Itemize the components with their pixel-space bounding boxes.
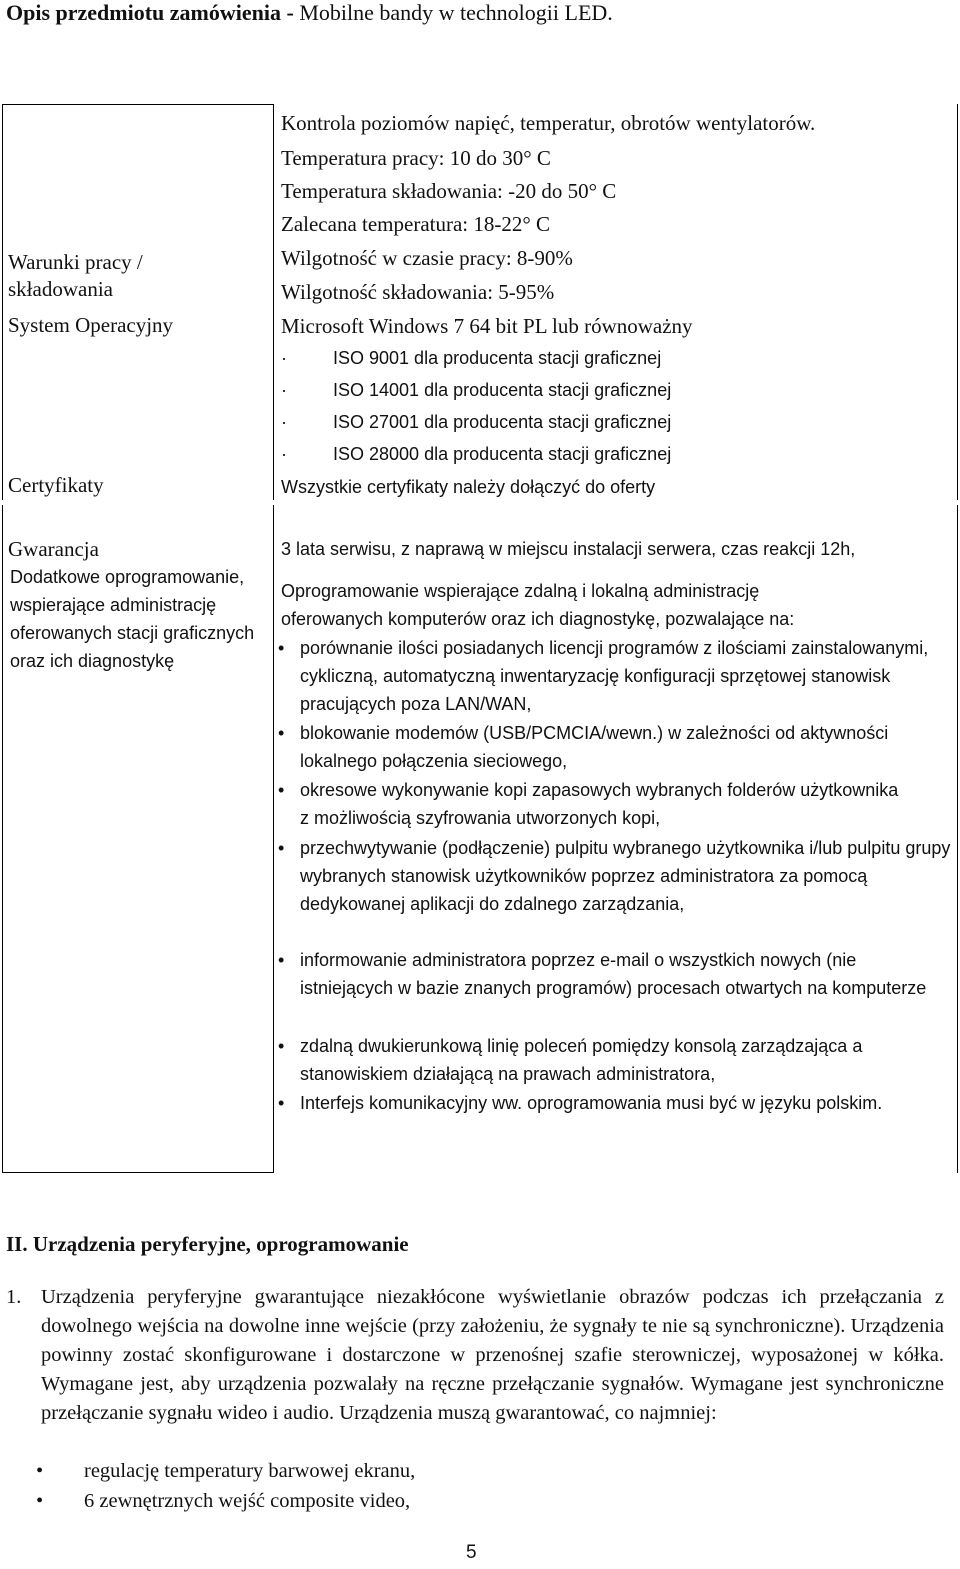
certificate-item: · ISO 27001 dla producenta stacji graficznej	[281, 412, 672, 432]
table-bottom-border	[2, 1172, 274, 1173]
work-conditions-line: Temperatura składowania: -20 do 50° C	[281, 179, 617, 203]
section-bullet-item: • regulację temperatury barwowej ekranu,	[36, 1460, 416, 1482]
certificate-item: · ISO 9001 dla producenta stacji graficznej	[281, 348, 662, 368]
certificates-note: Wszystkie certyfikaty należy dołączyć do oferty	[281, 477, 656, 497]
operating-system-value: Microsoft Windows 7 64 bit PL lub równoważny	[281, 314, 693, 338]
work-conditions-line: Temperatura pracy: 10 do 30° C	[281, 146, 551, 170]
table-column-divider-top	[273, 104, 274, 500]
label-work-conditions-2: składowania	[8, 277, 113, 301]
label-work-conditions: Warunki pracy /	[8, 250, 143, 274]
section-bullet-item: • 6 zewnętrznych wejść composite video,	[36, 1490, 411, 1512]
work-conditions-line: Kontrola poziomów napięć, temperatur, obrotów wentylatorów.	[281, 111, 816, 135]
table-left-border-top	[2, 104, 3, 500]
work-conditions-line: Wilgotność w czasie pracy: 8-90%	[281, 246, 573, 270]
work-conditions-line: Wilgotność składowania: 5-95%	[281, 280, 555, 304]
label-operating-system: System Operacyjny	[8, 313, 174, 337]
work-conditions-line: Zalecana temperatura: 18-22° C	[281, 212, 551, 236]
section-heading: II. Urządzenia peryferyjne, oprogramowanie	[6, 1232, 409, 1256]
warranty-value: 3 lata serwisu, z naprawą w miejscu instalacji serwera, czas reakcji 12h,	[281, 539, 856, 559]
software-intro-line: Oprogramowanie wspierające zdalną i lokalną administrację	[281, 581, 760, 601]
label-certificates: Certyfikaty	[8, 473, 104, 497]
label-warranty: Gwarancja	[8, 537, 99, 561]
paragraph-number: 1.	[6, 1286, 22, 1308]
software-intro-line: oferowanych komputerów oraz ich diagnostykę, pozwalające na:	[281, 609, 795, 629]
label-additional-software: Dodatkowe oprogramowanie, wspierające administrację oferowanych stacji graficznych oraz ich diagnostykę	[10, 567, 255, 671]
document-title: Opis przedmiotu zamówienia - Mobilne bandy w technologii LED.	[6, 0, 613, 25]
certificate-item: · ISO 14001 dla producenta stacji graficznej	[281, 380, 672, 400]
page-number: 5	[466, 1542, 477, 1563]
section-paragraph	[6, 1283, 944, 1428]
table-right-border-top	[957, 104, 958, 500]
certificate-item: · ISO 28000 dla producenta stacji graficznej	[281, 444, 672, 464]
table-top-border	[2, 104, 273, 105]
table-left-border-bottom	[2, 505, 3, 1173]
paragraph-text: Urządzenia peryferyjne gwarantujące niezakłócone wyświetlanie obrazów podczas ich przełączania z dowolnego wejścia na dowolne inne wejście (przy założeniu, że sygnały te nie są synchroniczne). Urządzenia powinny zostać skonfigurowane i dostarczone w przenośnej szafie sterowniczej, wyposażonej w kółka. Wymagane jest, aby urządzenia pozwalały na ręczne przełączanie sygnałów. Wymagane jest synchroniczne przełączanie sygnału wideo i audio. Urządzenia muszą gwarantować, co najmniej:	[41, 1286, 944, 1424]
table-column-divider-bottom	[273, 505, 274, 1173]
